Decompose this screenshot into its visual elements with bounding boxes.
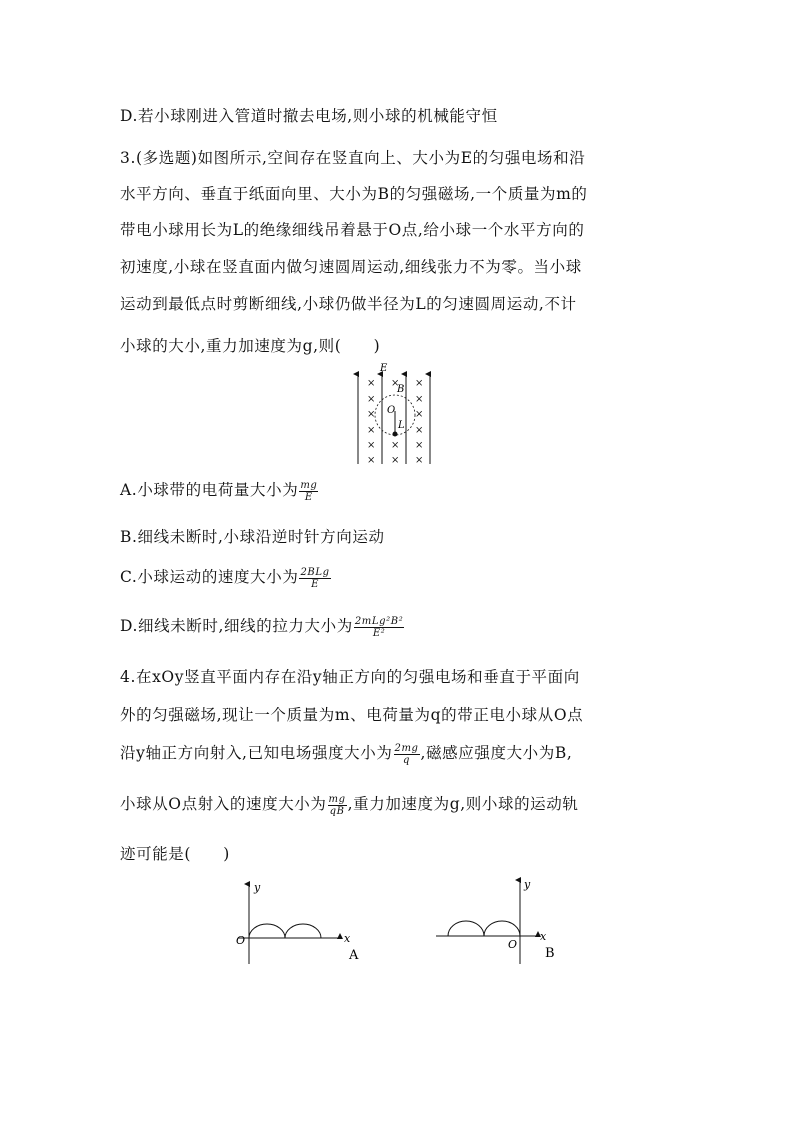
svg-text:×: ×	[415, 440, 424, 451]
q3-stem-line-5: 运动到最低点时剪断细线,小球仍做半径为L的匀速圆周运动,不计	[120, 295, 577, 313]
svg-text:x: x	[540, 930, 547, 943]
svg-text:×: ×	[367, 425, 376, 436]
svg-text:×: ×	[367, 409, 376, 420]
q3-stem-line-2: 水平方向、垂直于纸面向里、大小为B的匀强磁场,一个质量为m的	[120, 185, 588, 203]
svg-text:O: O	[236, 934, 246, 947]
svg-text:y: y	[524, 878, 531, 891]
q3-label-O: O	[387, 405, 396, 416]
svg-text:A: A	[349, 948, 359, 963]
q2-option-d: D.若小球刚进入管道时撤去电场,则小球的机械能守恒	[120, 107, 498, 125]
svg-text:×: ×	[391, 455, 400, 466]
q3-stem-line-1: 3.(多选题)如图所示,空间存在竖直向上、大小为E的匀强电场和沿	[120, 149, 586, 167]
svg-text:y: y	[254, 881, 261, 894]
svg-text:O: O	[508, 938, 518, 951]
svg-text:×: ×	[391, 440, 400, 451]
svg-text:×: ×	[415, 409, 424, 420]
q4-stem-line-5: 迹可能是( )	[120, 845, 230, 863]
q3-option-c: C.小球运动的速度大小为 $\frac{\text{2BLg}}{E}$	[120, 566, 330, 590]
svg-text:×: ×	[367, 378, 376, 389]
q3-label-L: L	[398, 420, 405, 431]
svg-text:×: ×	[367, 440, 376, 451]
q3-stem-line-6: 小球的大小,重力加速度为g,则( )	[120, 337, 381, 355]
q4-stem-line-3: 沿y轴正方向射入,已知电场强度大小为 $\frac{2mg}{q}$ ,磁感应强度大小为B,	[120, 742, 573, 766]
q4-stem-line-1: 4.在xOy竖直平面内存在沿y轴正方向的匀强电场和垂直于平面向	[120, 668, 580, 686]
q4-speed-fraction: $\frac{mg}{qB}$	[328, 793, 346, 817]
q3-option-b: B.细线未断时,小球沿逆时针方向运动	[120, 528, 385, 546]
q3-field-figure	[352, 360, 442, 470]
svg-text:×: ×	[367, 455, 376, 466]
svg-text:×: ×	[415, 455, 424, 466]
q4-graph-b-trajectory	[448, 921, 520, 936]
svg-text:x: x	[344, 932, 351, 945]
q4-stem-line-4: 小球从O点射入的速度大小为 $\frac{mg}{qB}$ ,重力加速度为g,则小球的运动轨	[120, 793, 579, 817]
q3-label-B: B	[397, 384, 405, 395]
q4-graph-a	[228, 876, 368, 966]
q3-stem-line-4: 初速度,小球在竖直面内做匀速圆周运动,细线张力不为零。当小球	[120, 258, 582, 276]
svg-text:B: B	[545, 946, 555, 961]
q4-field-fraction: $\frac{2mg}{q}$	[394, 742, 419, 766]
svg-text:×: ×	[415, 394, 424, 405]
svg-text:×: ×	[415, 378, 424, 389]
q3-option-d-fraction: $\frac{\text{2mLg²B²}}{\text{E²}}$	[354, 615, 404, 639]
q3-option-d: D.细线未断时,细线的拉力大小为 $\frac{\text{2mLg²B²}}{\text{E²}}$	[120, 615, 404, 639]
q3-option-a-fraction: $\frac{mg}{E}$	[300, 479, 318, 503]
q4-graph-b	[432, 876, 572, 966]
q3-option-a: A.小球带的电荷量大小为 $\frac{mg}{E}$	[120, 479, 318, 503]
q4-graph-a-trajectory	[249, 924, 321, 938]
svg-text:×: ×	[367, 394, 376, 405]
svg-text:×: ×	[415, 425, 424, 436]
q3-ball	[393, 432, 398, 437]
q3-label-E: E	[380, 363, 388, 374]
q4-stem-line-2: 外的匀强磁场,现让一个质量为m、电荷量为q的带正电小球从O点	[120, 706, 584, 724]
q3-stem-line-3: 带电小球用长为L的绝缘细线吊着悬于O点,给小球一个水平方向的	[120, 221, 585, 239]
q3-option-c-fraction: $\frac{\text{2BLg}}{E}$	[300, 566, 330, 590]
svg-text:×: ×	[391, 378, 400, 389]
